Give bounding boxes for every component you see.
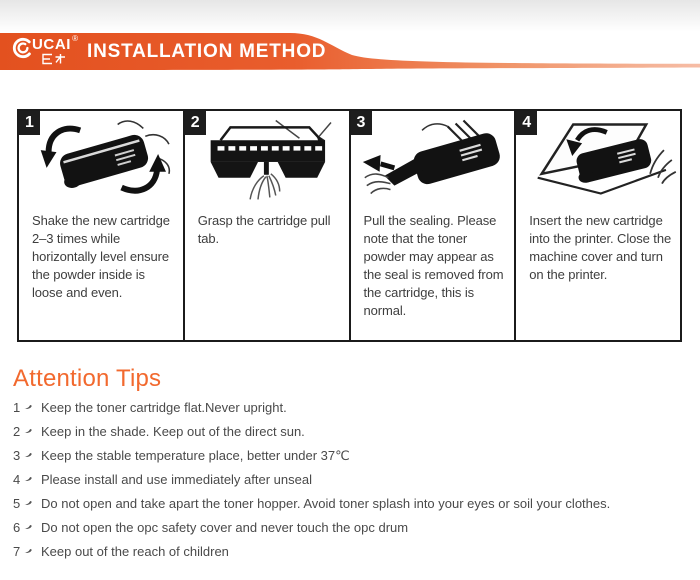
insert-into-printer-illustration: [516, 114, 680, 202]
step-caption: Pull the sealing. Please note that the toner powder may appear as the seal is removed from the cartridge, this is normal.: [363, 213, 504, 318]
tip-item: [13, 468, 693, 492]
tip-item: [13, 540, 693, 564]
sealing-strip: [384, 158, 423, 186]
tip-text: Please install and use immediately after unseal: [41, 472, 312, 487]
tip-item: [13, 444, 693, 468]
step-number-badge: 3: [351, 111, 372, 135]
pull-direction-arrow: [362, 155, 380, 172]
step-caption: Shake the new cartridge 2–3 times while horizontally level ensure the powder inside is loose and even.: [32, 213, 170, 300]
toner-cartridge: [57, 133, 151, 190]
tip-text: Keep in the shade. Keep out of the direct sun.: [41, 424, 305, 439]
tip-number: 1: [13, 400, 21, 415]
shake-cartridge-illustration: [19, 114, 183, 202]
shake-arrow-left: [49, 129, 81, 152]
toner-cartridge: [411, 131, 502, 187]
tip-number: 3: [13, 448, 21, 463]
grasp-pull-tab-illustration: [185, 114, 349, 202]
tip-item: [13, 420, 693, 444]
step-panel-1: [19, 111, 183, 340]
tip-text: Keep the toner cartridge flat.Never upright.: [41, 400, 287, 415]
swirl-logo-icon: [12, 37, 34, 59]
step-number-badge: 4: [516, 111, 537, 135]
ideographic-comma-icon: [24, 451, 32, 459]
tip-item: [13, 492, 693, 516]
step-panel-4: [514, 111, 680, 340]
ideographic-comma-icon: [24, 427, 32, 435]
header-banner: [0, 0, 700, 75]
tip-number: 5: [13, 496, 21, 511]
step-caption: Grasp the cartridge pull tab.: [197, 213, 331, 246]
step-number-badge: 2: [185, 111, 206, 135]
ideographic-comma-icon: [24, 547, 32, 555]
ideographic-comma-icon: [24, 523, 32, 531]
step-number-badge: 1: [19, 111, 40, 135]
shake-arrow-right: [122, 170, 158, 191]
ideographic-comma-icon: [24, 403, 32, 411]
pull-tab: [264, 162, 269, 175]
step-panel-3: [349, 111, 515, 340]
hand-outline: [250, 174, 280, 200]
installation-steps-box: [17, 109, 682, 342]
tip-text: Keep the stable temperature place, better under 37℃: [41, 448, 350, 463]
brand-logo: [12, 34, 78, 65]
tip-number: 6: [13, 520, 21, 535]
logo-texts: [32, 34, 78, 65]
tip-number: 2: [13, 424, 21, 439]
page-title: INSTALLATION METHOD: [87, 41, 327, 62]
brand-name: UCAI: [32, 36, 72, 53]
tip-number: 4: [13, 472, 21, 487]
attention-tips-title: Attention Tips: [13, 365, 162, 392]
hand-outline: [364, 174, 390, 194]
ideographic-comma-icon: [24, 475, 32, 483]
step-panel-2: [183, 111, 349, 340]
pull-sealing-illustration: [351, 114, 515, 202]
attention-tips-list: [13, 396, 693, 564]
tip-number: 7: [13, 544, 21, 559]
toner-cartridge: [210, 140, 324, 162]
ideographic-comma-icon: [24, 499, 32, 507]
step-caption: Insert the new cartridge into the printer. Close the machine cover and turn on the printer.: [529, 213, 672, 282]
logo-chinese-glyphs: [41, 53, 67, 65]
tip-text: Do not open and take apart the toner hopper. Avoid toner splash into your eyes or soil your clothes.: [41, 496, 611, 511]
hand-outline: [650, 150, 676, 184]
tip-item: [13, 396, 693, 420]
tip-item: [13, 516, 693, 540]
tip-text: Do not open the opc safety cover and never touch the opc drum: [41, 520, 409, 535]
tip-text: Keep out of the reach of children: [41, 544, 229, 559]
registered-mark: ®: [72, 34, 78, 43]
